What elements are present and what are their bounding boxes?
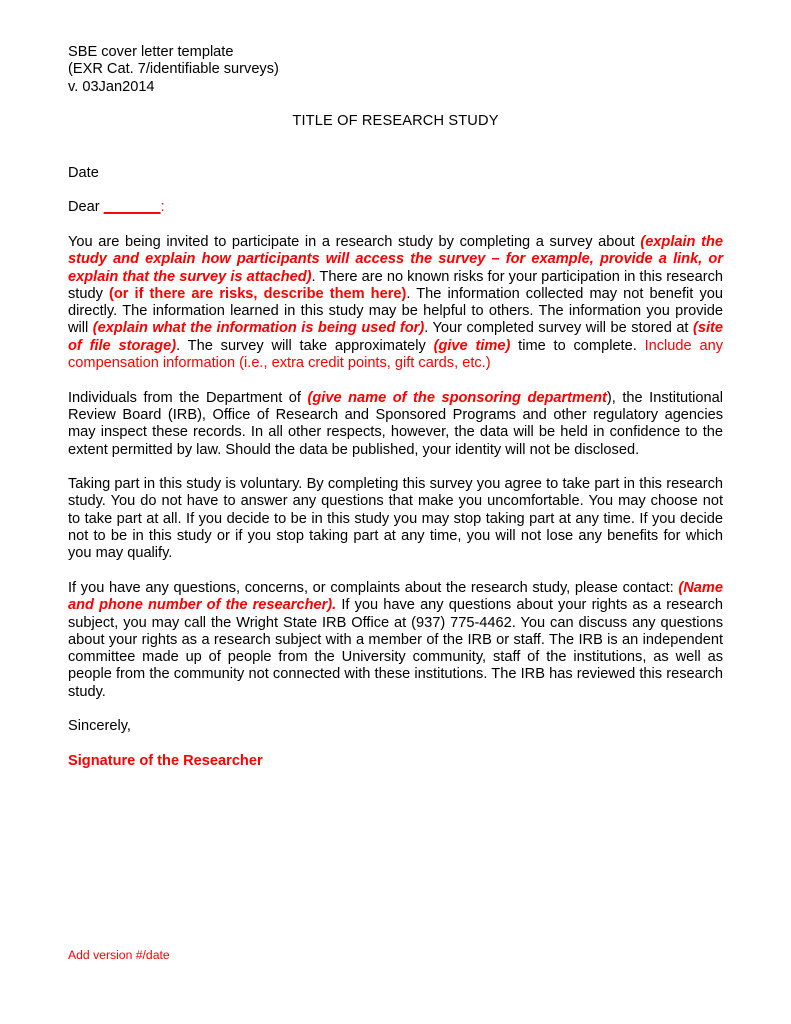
- p1-seg5: . The information collected may not benefit you directly. The information learned in this study may be helpful to others. The information you provide will: [68, 285, 723, 337]
- spacer-after-paragraph2: [68, 459, 723, 476]
- salutation-colon: :: [160, 199, 165, 216]
- footer-version-note: Add version #/date: [68, 948, 170, 962]
- header-line-version: v. 03Jan2014: [68, 78, 155, 95]
- signature-placeholder: Signature of the Researcher: [68, 752, 263, 769]
- p1-seg1: You are being invited to participate in a research study by completing a survey about: [68, 233, 641, 250]
- header-line-template-name: SBE cover letter template: [68, 44, 234, 60]
- p1-placeholder-explain-study: (explain the study and explain how participants will access the survey – for example, provide a link, or explain that the survey is attached): [68, 233, 723, 285]
- spacer-after-paragraph4: [68, 701, 723, 718]
- p2-placeholder-department: (give name of the sponsoring department: [307, 389, 607, 406]
- template-header: [68, 44, 723, 96]
- spacer-after-paragraph1: [68, 372, 723, 389]
- header-line-category: (EXR Cat. 7/identifiable surveys): [68, 61, 279, 78]
- page-title: TITLE OF RESEARCH STUDY: [292, 112, 499, 129]
- salutation-blank: _______: [103, 199, 161, 216]
- p2-seg1: Individuals from the Department of: [68, 389, 308, 406]
- closing-salutation: Sincerely,: [68, 718, 131, 735]
- date-placeholder: Date: [68, 164, 99, 181]
- p1-seg3: . There are no known risks for your participation in this research study: [68, 268, 723, 302]
- p1-placeholder-file-storage: (site of file storage): [68, 320, 723, 354]
- p1-seg7: . Your completed survey will be stored at: [424, 320, 693, 337]
- p4-seg3: If you have any questions about your rights as a research subject, you may call the Wright State IRB Office at (937) 775-4462. You can discuss any questions about your rights as a research subject with a member of the IRB or staff. The IRB is an independent committee made up of people from the University community, staff of the institutions, as well as people from the community not connected with these institutions. The IRB has reviewed this research study.: [68, 597, 723, 700]
- p1-placeholder-give-time: (give time): [433, 337, 511, 354]
- paragraph-invitation: [68, 234, 723, 372]
- salutation: [68, 199, 723, 216]
- spacer-after-title: [68, 130, 723, 147]
- paragraph-records-inspection: [68, 390, 723, 459]
- p3-text: Taking part in this study is voluntary. By completing this survey you agree to take part in this research study. You do not have to answer any questions that make you uncomfortable. You may choose not to take part at all. If you decide to be in this study you may stop taking part at any time. If you decide not to be in this study or if you stop taking part at any time, you will not lose any benefits for which you may qualify.: [68, 476, 723, 562]
- spacer-after-date: [68, 182, 723, 199]
- paragraph-contact-information: [68, 580, 723, 701]
- p4-placeholder-researcher-contact: (Name and phone number of the researcher).: [68, 579, 723, 614]
- p1-placeholder-information-use: (explain what the information is being used for): [92, 320, 425, 337]
- spacer-after-salutation: [68, 217, 723, 234]
- p1-placeholder-risks: (or if there are risks, describe them here): [108, 285, 407, 302]
- spacer-after-paragraph3: [68, 563, 723, 580]
- document-content: [68, 44, 723, 770]
- p1-seg9: . The survey will take approximately: [176, 337, 434, 354]
- p4-seg1: If you have any questions, concerns, or complaints about the research study, please contact:: [68, 579, 679, 596]
- paragraph-voluntary-participation: [68, 476, 723, 562]
- spacer-after-closing: [68, 736, 723, 753]
- spacer-before-date: [68, 147, 723, 164]
- salutation-word: Dear: [68, 199, 104, 216]
- p1-note-compensation: Include any compensation information (i.e., extra credit points, gift cards, etc.): [68, 337, 723, 372]
- p1-seg11: time to complete.: [510, 337, 645, 354]
- p2-seg3: ), the Institutional Review Board (IRB), Office of Research and Sponsored Programs and other regulatory agencies may inspect these records. In all other respects, however, the data will be held in confidence to the extent permitted by law. Should the data be published, your identity will not be disclosed.: [68, 389, 724, 458]
